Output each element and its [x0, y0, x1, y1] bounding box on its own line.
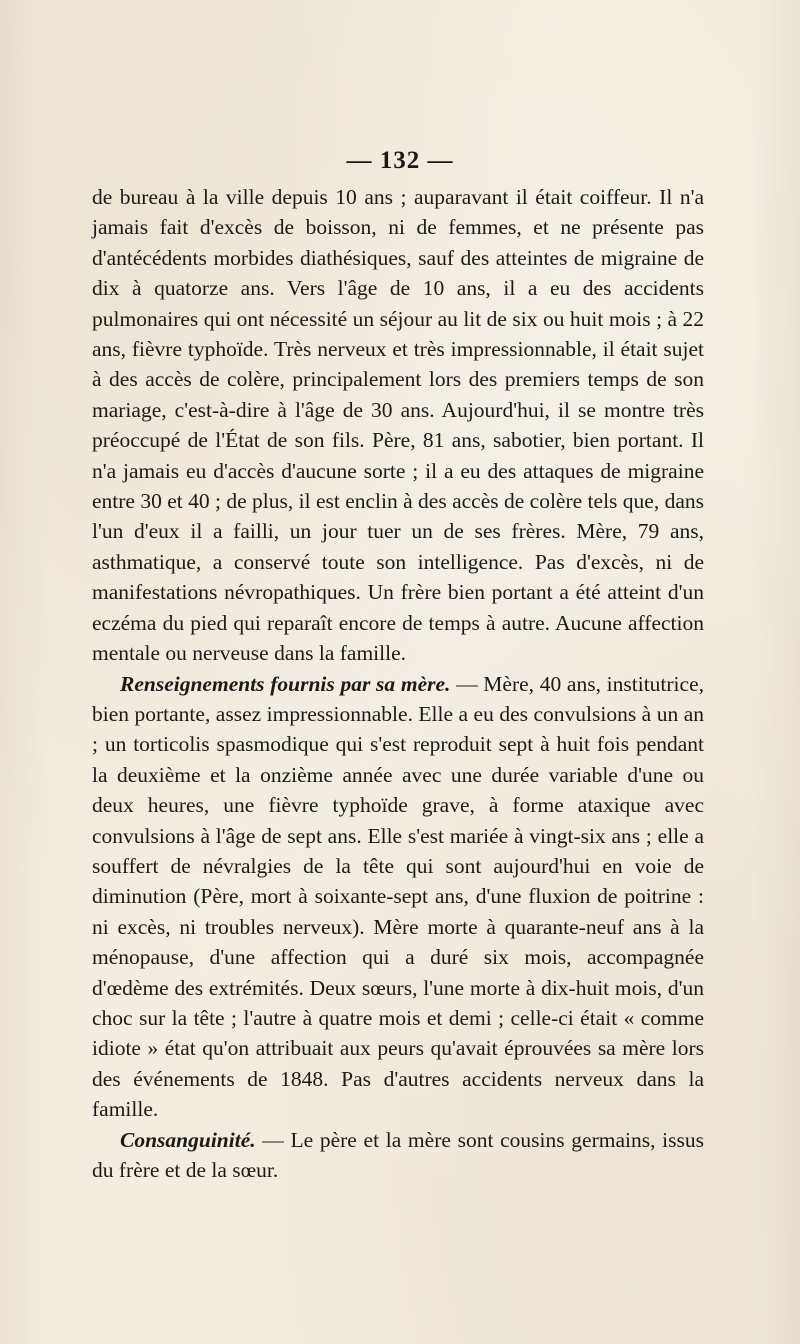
paragraph-text: — Le père et la mère sont cousins germains, issus du frère et de la sœur. — [92, 1127, 704, 1182]
paragraph-mother-information — [92, 669, 704, 1125]
body-text — [92, 182, 704, 1185]
paragraph-text: — Mère, 40 ans, institutrice, bien portante, assez impressionnable. Elle a eu des convulsions à un an ; un torticolis spasmodique qui s'est reproduit sept à huit fois pendant la deuxième et la onzième année avec une durée variable d'une ou deux heures, une fièvre typhoïde grave, à forme ataxique avec convulsions à l'âge de sept ans. Elle s'est mariée à vingt-six ans ; elle a souffert de névralgies de la tête qui sont aujourd'hui en voie de diminution (Père, mort à soixante-sept ans, d'une fluxion de poitrine : ni excès, ni troubles nerveux). Mère morte à quarante-neuf ans à la ménopause, d'une affection qui a duré six mois, accompagnée d'œdème des extrémités. Deux sœurs, l'une morte à dix-huit mois, d'un choc sur la tête ; l'autre à quatre mois et demi ; celle-ci était « comme idiote » état qu'on attribuait aux peurs qu'avait éprouvées sa mère lors des événements de 1848. Pas d'autres accidents nerveux dans la famille. — [92, 671, 704, 1122]
page-number: — 132 — — [346, 147, 454, 174]
paragraph-text: de bureau à la ville depuis 10 ans ; auparavant il était coiffeur. Il n'a jamais fait d'excès de boisson, ni de femmes, et ne présente pas d'antécédents morbides diathésiques, sauf des atteintes de migraine de dix à quatorze ans. Vers l'âge de 10 ans, il a eu des accidents pulmonaires qui ont nécessité un séjour au lit de six ou huit mois ; à 22 ans, fièvre typhoïde. Très nerveux et très impressionnable, il était sujet à des accès de colère, principalement lors des premiers temps de son mariage, c'est-à-dire à l'âge de 30 ans. Aujourd'hui, il se montre très préoccupé de l'État de son fils. Père, 81 ans, sabotier, bien portant. Il n'a jamais eu d'accès d'aucune sorte ; il a eu des attaques de migraine entre 30 et 40 ; de plus, il est enclin à des accès de colère tels que, dans l'un d'eux il a failli, un jour tuer un de ses frères. Mère, 79 ans, asthmatique, a conservé toute son intelligence. Pas d'excès, ni de manifestations névropathiques. Un frère bien portant a été atteint d'un eczéma du pied qui reparaît encore de temps à autre. Aucune affection mentale ou nerveuse dans la famille. — [92, 185, 704, 666]
section-heading-consanguinite: Consanguinité. — [120, 1127, 256, 1152]
section-heading-renseignements: Renseignements fournis par sa mère. — [120, 671, 451, 696]
paragraph-patient-history — [92, 182, 704, 669]
paragraph-consanguinity — [92, 1125, 704, 1186]
